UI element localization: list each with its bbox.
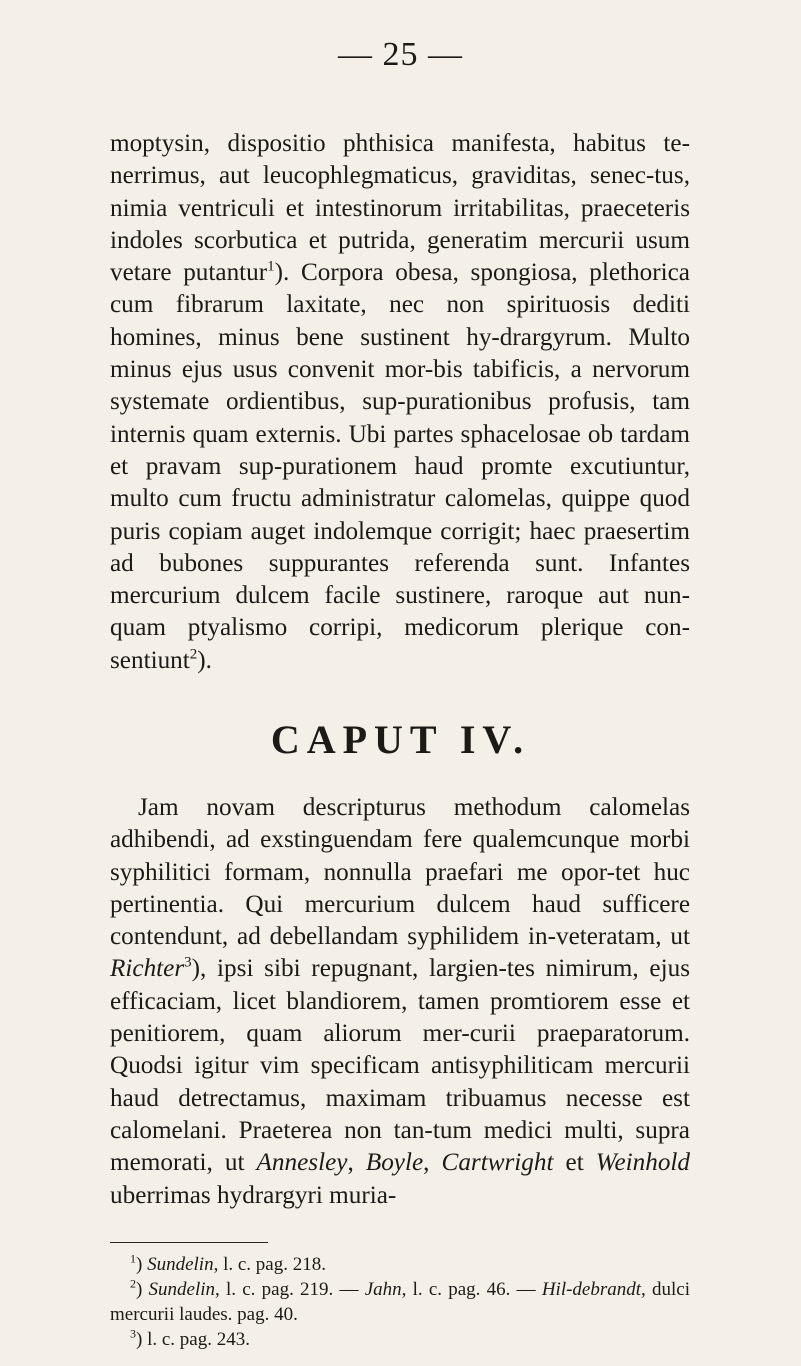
footnote-marker: 2 (189, 646, 198, 663)
text-run: moptysin, dispositio phthisica manifesta, habitus te-nerrimus, aut leucophlegmaticus, graviditas, senec-tus, nimia ventriculi et intestinorum irritabilitas, praeceteris indoles scorbutica et putrida, generatim mercurii usum vetare putantur (110, 130, 690, 287)
text-run: ). (197, 646, 212, 674)
text-run: , (347, 1149, 366, 1177)
italic-name: Sundelin (147, 1254, 214, 1275)
italic-name: Cartwright (441, 1149, 554, 1177)
text-run: Jam novam descripturus methodum calomelas adhibendi, ad exstinguendam fere qualemcunque morbi syphilitici formam, nonnulla praefari me opor-tet huc pertinentia. Qui mercurium dulcem haud sufficere contendunt, ad debellandam syphilidem in-veteratam, ut (110, 794, 690, 951)
italic-name: Sundelin (148, 1279, 216, 1300)
text-run: , dulci mercurii laudes. pag. 40. (110, 1279, 690, 1325)
text-run: ) (136, 1254, 148, 1275)
italic-name: Weinhold (595, 1149, 691, 1177)
footnote-1 (110, 1252, 690, 1277)
italic-name: Hil-debrandt (541, 1279, 642, 1300)
footnotes (110, 1252, 690, 1352)
paragraph-2-text (110, 792, 690, 1212)
text-run: , l. c. pag. 218. (213, 1254, 326, 1275)
text-run: ) (136, 1279, 149, 1300)
footnote-marker: 2 (130, 1276, 136, 1291)
text-run: , l. c. pag. 46. — (401, 1279, 542, 1300)
text-run: ), ipsi sibi repugnant, largien-tes nimirum, ejus efficaciam, licet blandiorem, tamen promtiorem esse et penitiorem, quam aliorum mer-curii praeparatorum. Quodsi igitur vim specificam antisyphiliticam mercurii haud detrectamus, maximam tribuamus necesse est calomelani. Praeterea non tan-tum medici multi, supra memorati, ut (110, 955, 690, 1177)
footnote-marker: 3 (130, 1326, 136, 1341)
footnote-divider (110, 1242, 268, 1243)
paragraph-2 (110, 792, 690, 1212)
footnote-marker: 3 (184, 955, 192, 972)
text-run: et (553, 1149, 596, 1177)
italic-name: Annesley (256, 1149, 348, 1177)
text-run: uberrimas hydrargyri muria- (110, 1181, 397, 1209)
text-run: , l. c. pag. 219. — (215, 1279, 365, 1300)
italic-name: Jahn (364, 1279, 402, 1300)
footnote-marker: 1 (130, 1251, 136, 1266)
text-run: , (423, 1149, 442, 1177)
paragraph-1 (110, 128, 690, 677)
page-number: — 25 — (338, 36, 463, 73)
italic-name: Richter (110, 955, 185, 983)
paragraph-1-text (110, 128, 690, 677)
footnote-2 (110, 1277, 690, 1327)
footnote-marker: 1 (267, 258, 275, 275)
text-run: ). Corpora obesa, spongiosa, plethorica cum fibrarum laxitate, nec non spirituosis dediti homines, minus bene sustinent hy-drargyrum. Multo minus ejus usus convenit mor-bis tabificis, a nervorum systemate ordientibus, sup-purationibus profusis, tam internis quam externis. Ubi partes sphacelosae ob tardam et pravam sup-purationem haud promte excutiuntur, multo cum fructu administratur calomelas, quippe quod puris copiam auget indolemque corrigit; haec praesertim ad bubones suppurantes referenda sunt. Infantes mercurium dulcem facile sustinere, raroque aut nun-quam ptyalismo corripi, medicorum plerique con-sentiunt (110, 259, 690, 674)
footnote-3 (110, 1327, 690, 1352)
italic-name: Boyle (365, 1149, 424, 1177)
chapter-heading: CAPUT IV. (270, 717, 531, 762)
text-run: ) l. c. pag. 243. (136, 1329, 250, 1350)
